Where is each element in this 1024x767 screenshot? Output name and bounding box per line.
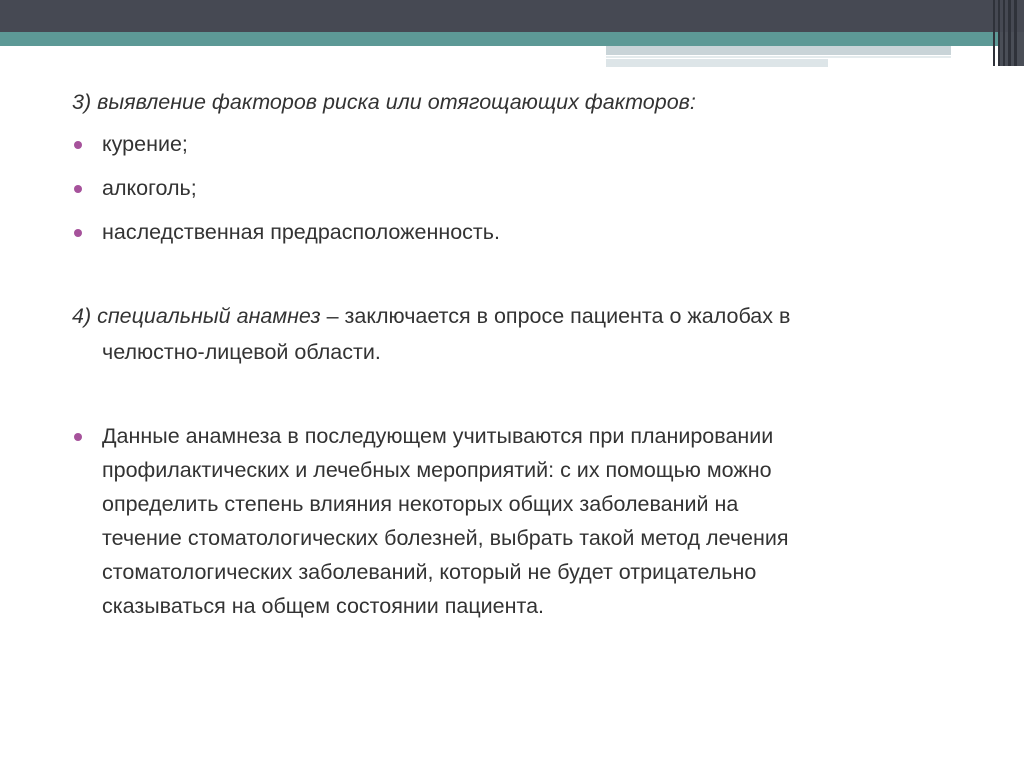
- header-vertical-bar: [993, 0, 995, 66]
- paragraph-line: сказываться на общем состоянии пациента.: [102, 594, 545, 618]
- section3-heading: 3) выявление факторов риска или отягощающих факторов:: [72, 90, 696, 114]
- bullet-icon: [74, 141, 82, 149]
- header-vertical-bar: [1008, 0, 1011, 66]
- header-light-strip-short: [606, 59, 828, 67]
- section4-italic-heading: 4) специальный анамнез: [72, 304, 321, 328]
- list-item-text: наследственная предрасположенность.: [102, 220, 500, 244]
- section4-text: – заключается в опросе пациента о жалобах в: [320, 304, 791, 328]
- section4-text-line2: челюстно-лицевой области.: [102, 340, 381, 364]
- header-vertical-bar: [998, 0, 1000, 66]
- bullet-icon: [74, 185, 82, 193]
- paragraph-line: профилактических и лечебных мероприятий: с их помощью можно: [102, 458, 772, 482]
- header-vertical-bar: [1003, 0, 1005, 66]
- paragraph-line: стоматологических заболеваний, который не будет отрицательно: [102, 560, 757, 584]
- list-item-text: алкоголь;: [102, 176, 197, 200]
- bullet-icon: [74, 433, 82, 441]
- header-light-strip: [606, 46, 951, 55]
- section4-paragraph: [72, 300, 790, 333]
- header-vertical-bar: [1014, 0, 1017, 66]
- list-item-text: курение;: [102, 132, 188, 156]
- paragraph-line: Данные анамнеза в последующем учитываются при планировании: [102, 424, 774, 448]
- header-dark-band: [0, 0, 1024, 32]
- paragraph-line: течение стоматологических болезней, выбрать такой метод лечения: [102, 526, 789, 550]
- header-teal-band: [0, 32, 1000, 46]
- bullet-icon: [74, 229, 82, 237]
- header-thin-line: [606, 56, 951, 58]
- paragraph-line: определить степень влияния некоторых общих заболеваний на: [102, 492, 739, 516]
